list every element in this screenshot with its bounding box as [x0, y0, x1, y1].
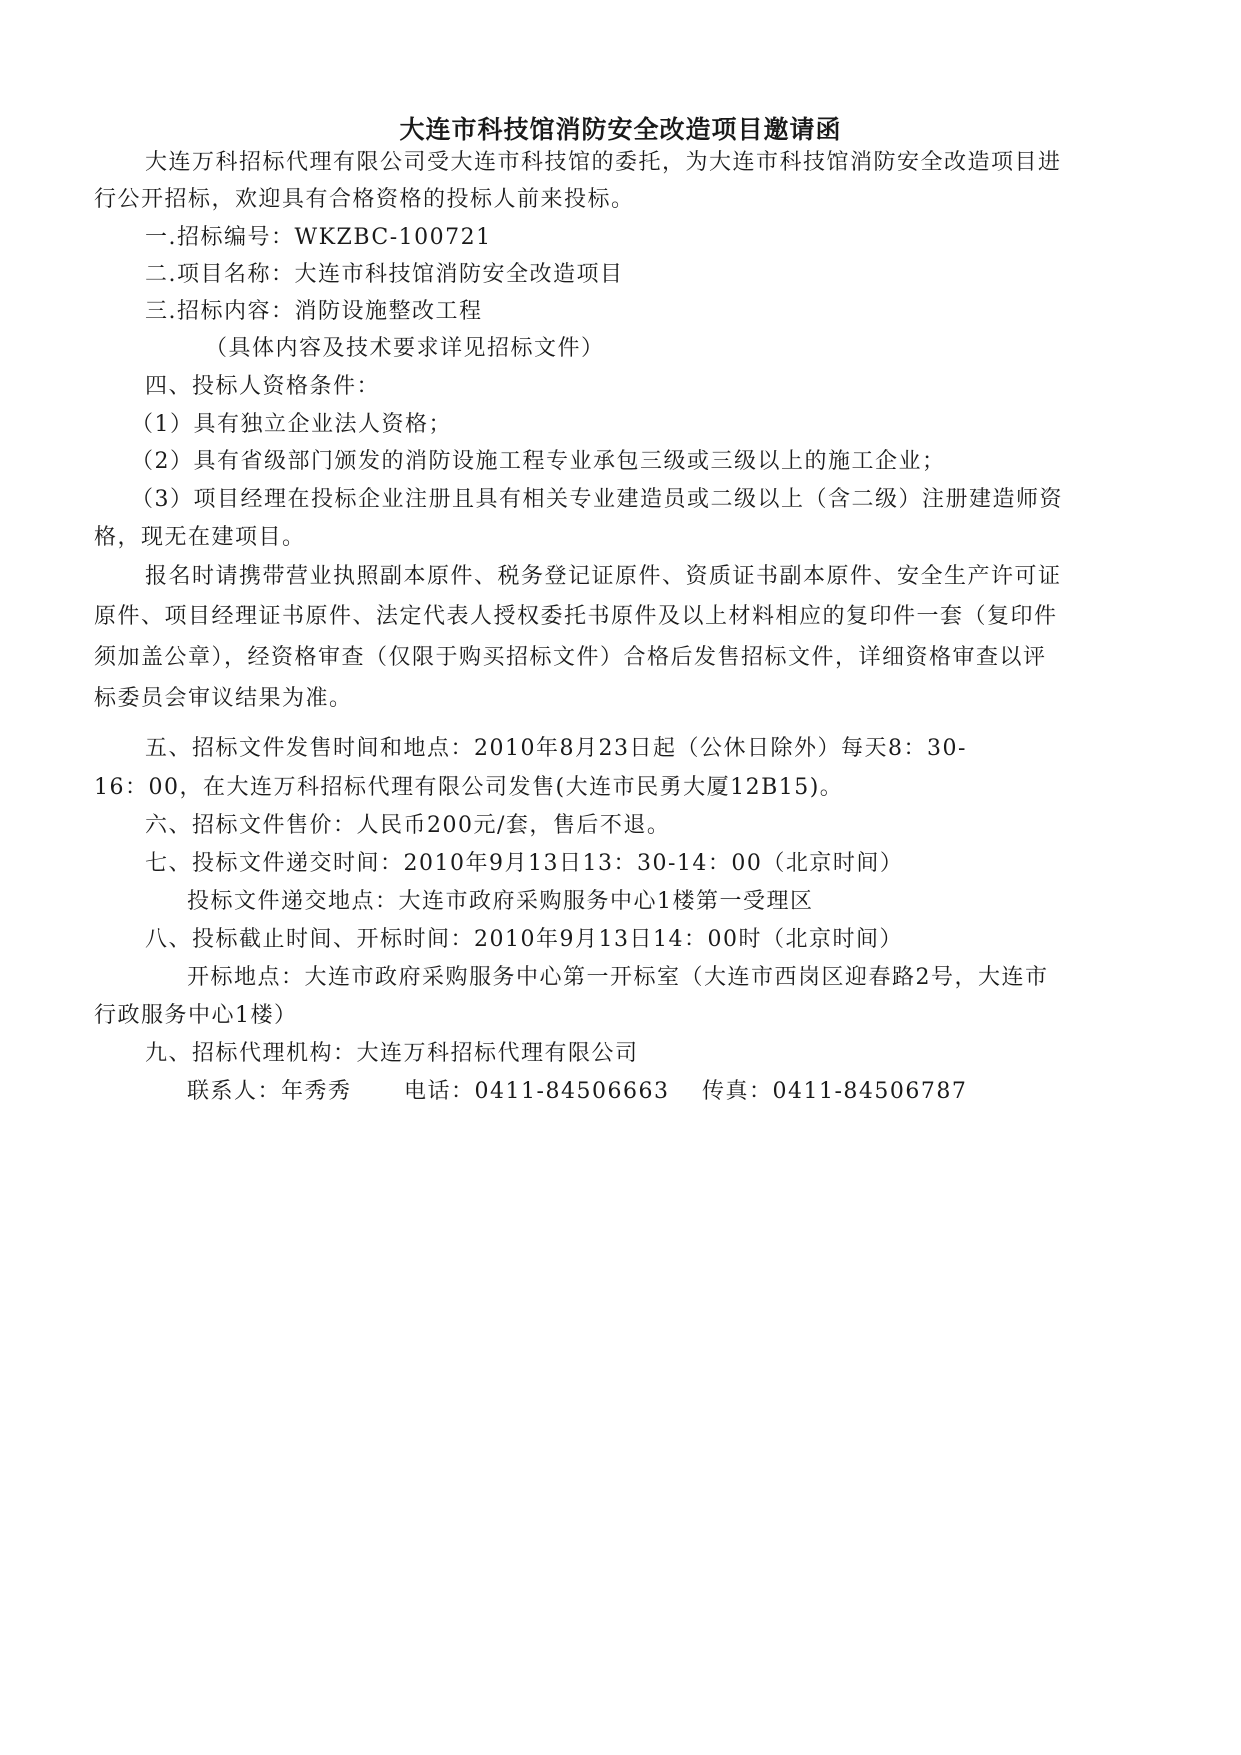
tender-content: 三.招标内容：消防设施整改工程	[145, 299, 483, 324]
tender-number: 一.招标编号：WKZBC-100721	[145, 225, 492, 250]
qualification-1: （1）具有独立企业法人资格；	[131, 412, 452, 437]
document-title: 大连市科技馆消防安全改造项目邀请函	[399, 115, 842, 144]
sale-time-line-1: 五、招标文件发售时间和地点：2010年8月23日起（公休日除外）每天8：30-	[145, 736, 967, 761]
document-price: 六、招标文件售价：人民币200元/套，售后不退。	[145, 813, 671, 838]
bidder-qualifications-heading: 四、投标人资格条件：	[145, 374, 381, 399]
contact-line	[187, 1077, 967, 1107]
opening-place-line-2: 行政服务中心1楼）	[94, 1003, 298, 1028]
registration-line-2: 原件、项目经理证书原件、法定代表人授权委托书原件及以上材料相应的复印件一套（复印件	[94, 604, 1058, 629]
tender-agency: 九、招标代理机构：大连万科招标代理有限公司	[145, 1041, 639, 1066]
sale-time-line-2: 16：00，在大连万科招标代理有限公司发售(大连市民勇大厦12B15)。	[94, 775, 844, 800]
deadline-opening-time: 八、投标截止时间、开标时间：2010年9月13日14：00时（北京时间）	[145, 927, 903, 952]
fax-label: 传真：	[701, 1079, 773, 1104]
registration-line-4: 标委员会审议结果为准。	[94, 686, 353, 711]
opening-place-line-1: 开标地点：大连市政府采购服务中心第一开标室（大连市西岗区迎春路2号，大连市	[187, 965, 1049, 990]
submission-time: 七、投标文件递交时间：2010年9月13日13：30-14：00（北京时间）	[145, 851, 904, 876]
phone-number: 0411-84506663	[474, 1079, 670, 1104]
registration-line-3: 须加盖公章），经资格审查（仅限于购买招标文件）合格后发售招标文件，详细资格审查以评	[94, 645, 1047, 670]
submission-place: 投标文件递交地点：大连市政府采购服务中心1楼第一受理区	[187, 889, 814, 914]
contact-person-label: 联系人：	[187, 1079, 282, 1104]
contact-person: 年秀秀	[281, 1079, 352, 1104]
phone-label: 电话：	[404, 1079, 475, 1104]
fax-number: 0411-84506787	[772, 1079, 968, 1104]
qualification-3-line-2: 格，现无在建项目。	[94, 525, 306, 550]
registration-line-1: 报名时请携带营业执照副本原件、税务登记证原件、资质证书副本原件、安全生产许可证	[145, 564, 1062, 589]
tender-content-note: （具体内容及技术要求详见招标文件）	[205, 336, 605, 361]
qualification-3-line-1: （3）项目经理在投标企业注册且具有相关专业建造员或二级以上（含二级）注册建造师资	[131, 487, 1064, 512]
intro-line-2: 行公开招标，欢迎具有合格资格的投标人前来投标。	[94, 187, 635, 212]
intro-line-1: 大连万科招标代理有限公司受大连市科技馆的委托，为大连市科技馆消防安全改造项目进	[145, 150, 1062, 175]
project-name: 二.项目名称：大连市科技馆消防安全改造项目	[145, 262, 624, 287]
qualification-2: （2）具有省级部门颁发的消防设施工程专业承包三级或三级以上的施工企业；	[131, 449, 946, 474]
